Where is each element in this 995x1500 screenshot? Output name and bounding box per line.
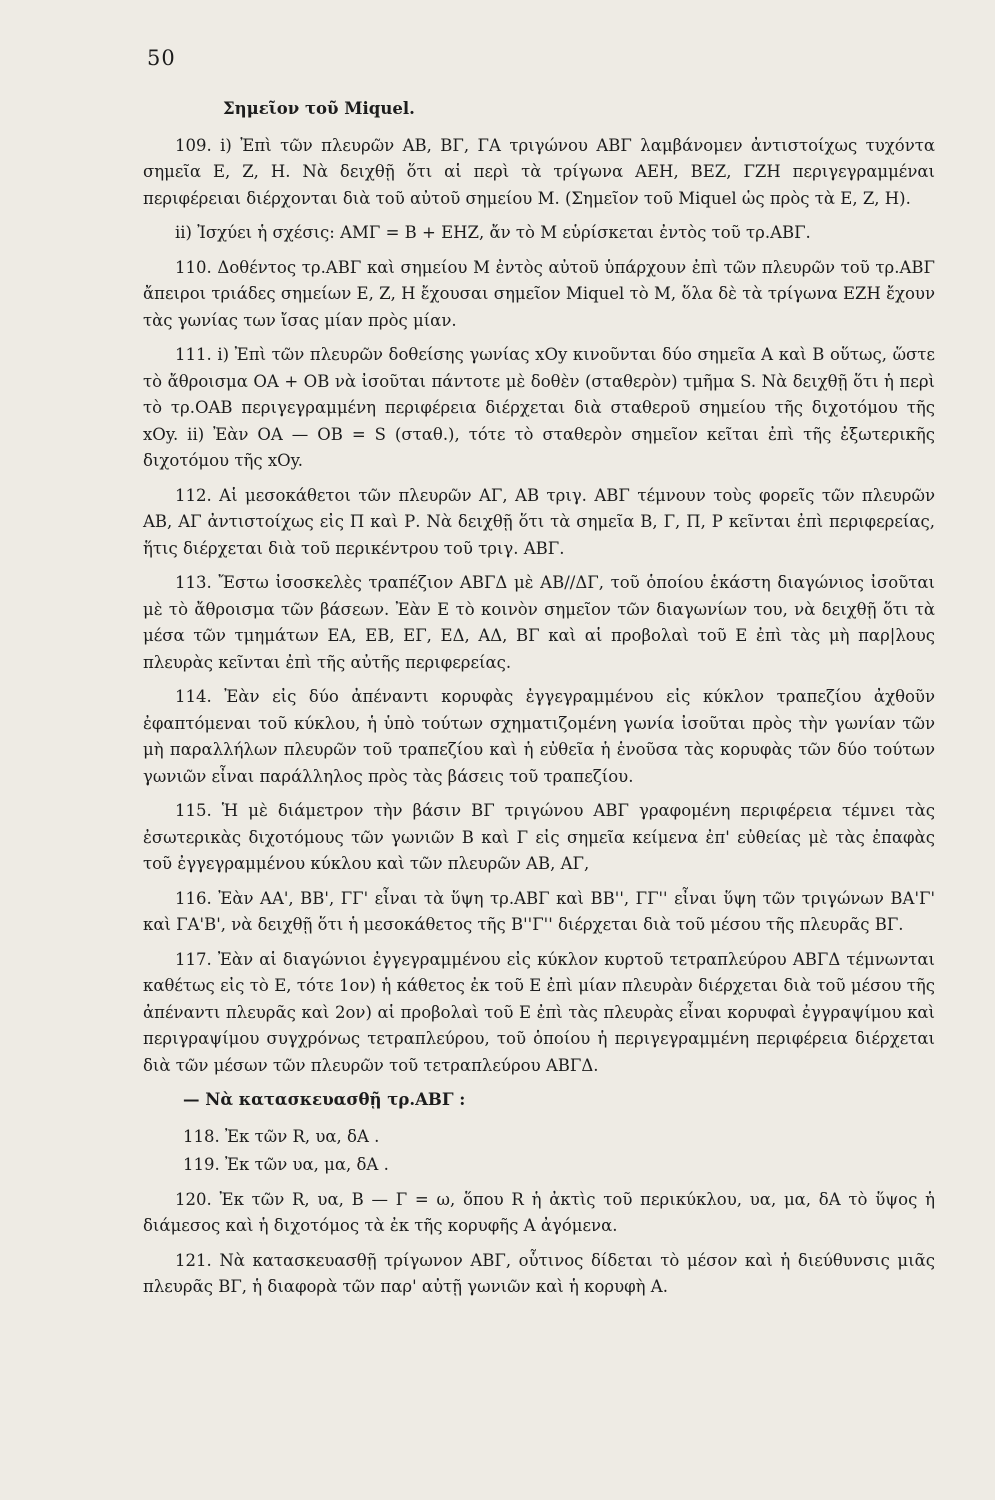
exercise-111: 111. i) Ἐπὶ τῶν πλευρῶν δοθείσης γωνίας xOy κινοῦνται δύο σημεῖα Α καὶ Β οὕτως, ὥστε τὸ ἄθροισμα ΟΑ + ΟΒ νὰ ἰσοῦται πάντοτε μὲ δοθὲν (σταθερὸν) τμῆμα S. Νὰ δειχθῇ ὅτι ἡ περὶ τὸ τρ.ΟΑΒ περιγεγραμμένη περιφέρεια διέρχεται διὰ σταθεροῦ σημείου τῆς διχοτόμου τῆς xOy. ii) Ἐὰν ΟΑ — ΟΒ = S (σταθ.), τότε τὸ σταθερὸν σημεῖον κεῖται ἐπὶ τῆς ἐξωτερικῆς διχοτόμου τῆς xOy. xyxy=(143,345,935,470)
exercise-110: 110. Δοθέντος τρ.ΑΒΓ καὶ σημείου Μ ἐντὸς αὐτοῦ ὑπάρχουν ἐπὶ τῶν πλευρῶν τοῦ τρ.ΑΒΓ ἄπειροι τριάδες σημείων Ε, Ζ, Η ἔχουσαι σημεῖον Miquel τὸ Μ, ὅλα δὲ τὰ τρίγωνα ΕΖΗ ἔχουν τὰς γωνίας των ἴσας μίαν πρὸς μίαν. xyxy=(143,257,935,330)
exercise-117: 117. Ἐὰν αἱ διαγώνιοι ἐγγεγραμμένου εἰς κύκλον κυρτοῦ τετραπλεύρου ΑΒΓΔ τέμνωνται καθέτως εἰς τὸ Ε, τότε 1ον) ἡ κάθετος ἐκ τοῦ Ε ἐπὶ μίαν πλευρὰν διέρχεται διὰ τοῦ μέσου τῆς ἀπέναντι πλευρᾶς καὶ 2ον) αἱ προβολαὶ τοῦ Ε ἐπὶ τὰς πλευρὰς εἶναι κορυφαὶ ἐγγραψίμου καὶ περιγραψίμου συγχρόνως τετραπλεύρου, τοῦ ὁποίου ἡ περιγεγραμμένη περιφέρεια διέρχεται διὰ τῶν μέσων τῶν πλευρῶν τοῦ τετραπλεύρου ΑΒΓΔ. xyxy=(143,949,935,1075)
exercise-109: 109. i) Ἐπὶ τῶν πλευρῶν ΑΒ, ΒΓ, ΓΑ τριγώνου ΑΒΓ λαμβάνομεν ἀντιστοίχως τυχόντα σημεῖα Ε, Ζ, Η. Νὰ δειχθῇ ὅτι αἱ περὶ τὰ τρίγωνα ΑΕΗ, ΒΕΖ, ΓΖΗ περιγεγραμμέναι περιφέρειαι διέρχονται διὰ τοῦ αὐτοῦ σημείου Μ. (Σημεῖον τοῦ Miquel ὡς πρὸς τὰ Ε, Ζ, Η). xyxy=(143,135,935,208)
exercise-112: 112. Αἱ μεσοκάθετοι τῶν πλευρῶν ΑΓ, ΑΒ τριγ. ΑΒΓ τέμνουν τοὺς φορεῖς τῶν πλευρῶν ΑΒ, ΑΓ ἀντιστοίχως εἰς Π καὶ Ρ. Νὰ δειχθῇ ὅτι τὰ σημεῖα Β, Γ, Π, Ρ κεῖνται ἐπὶ περιφερείας, ἥτις διέρχεται διὰ τοῦ περικέντρου τοῦ τριγ. ΑΒΓ. xyxy=(143,485,935,558)
exercise-121: 121. Νὰ κατασκευασθῇ τρίγωνον ΑΒΓ, οὗτινος δίδεται τὸ μέσον καὶ ἡ διεύθυνσις μιᾶς πλευρᾶς ΒΓ, ἡ διαφορὰ τῶν παρ' αὐτῇ γωνιῶν καὶ ἡ κορυφὴ Α. xyxy=(143,1250,935,1296)
exercise-116: 116. Ἐὰν ΑΑ', ΒΒ', ΓΓ' εἶναι τὰ ὕψη τρ.ΑΒΓ καὶ ΒΒ'', ΓΓ'' εἶναι ὕψη τῶν τριγώνων ΒΑ'Γ' καὶ ΓΑ'Β', νὰ δειχθῇ ὅτι ἡ μεσοκάθετος τῆς Β''Γ'' διέρχεται διὰ τοῦ μέσου τῆς πλευρᾶς ΒΓ. xyxy=(143,888,935,934)
construction-heading: — Νὰ κατασκευασθῇ τρ.ΑΒΓ : xyxy=(183,1090,466,1109)
exercise-120: 120. Ἐκ τῶν R, υα, Β — Γ = ω, ὅπου R ἡ ἀκτὶς τοῦ περικύκλου, υα, μα, δΑ τὸ ὕψος ἡ διάμεσος καὶ ἡ διχοτόμος τὰ ἐκ τῆς κορυφῆς Α ἀγόμενα. xyxy=(143,1189,935,1235)
page-text xyxy=(143,96,935,1309)
exercise-113: 113. Ἔστω ἰσοσκελὲς τραπέζιον ΑΒΓΔ μὲ ΑΒ//ΔΓ, τοῦ ὁποίου ἑκάστη διαγώνιος ἰσοῦται μὲ τὸ ἄθροισμα τῶν βάσεων. Ἐὰν Ε τὸ κοινὸν σημεῖον τῶν διαγωνίων του, νὰ δειχθῇ ὅτι τὰ μέσα τῶν τμημάτων ΕΑ, ΕΒ, ΕΓ, ΕΔ, ΑΔ, ΒΓ καὶ αἱ προβολαὶ τοῦ Ε ἐπὶ τὰς μὴ παρ|λους πλευρὰς κεῖνται ἐπὶ τῆς αὐτῆς περιφερείας. xyxy=(143,573,935,672)
section-heading: Σημεῖον τοῦ Miquel. xyxy=(223,99,415,118)
page-number: 50 xyxy=(147,46,176,70)
exercise-115: 115. Ἡ μὲ διάμετρον τὴν βάσιν ΒΓ τριγώνου ΑΒΓ γραφομένη περιφέρεια τέμνει τὰς ἐσωτερικὰς διχοτόμους τῶν γωνιῶν Β καὶ Γ εἰς σημεῖα κείμενα ἐπ' εὐθείας μὲ τὰς ἐπαφὰς τοῦ ἐγγεγραμμένου κύκλου καὶ τῶν πλευρῶν ΑΒ, ΑΓ, xyxy=(143,801,935,873)
exercise-114: 114. Ἐὰν εἰς δύο ἀπέναντι κορυφὰς ἐγγεγραμμένου εἰς κύκλον τραπεζίου ἀχθοῦν ἐφαπτόμεναι τοῦ κύκλου, ἡ ὑπὸ τούτων σχηματιζομένη γωνία ἰσοῦται πρὸς τὴν γωνίαν τῶν μὴ παραλλήλων πλευρῶν τοῦ τραπεζίου καὶ ἡ εὐθεῖα ἡ ἑνοῦσα τὰς κορυφὰς τῶν δύο τούτων γωνιῶν εἶναι παράλληλος πρὸς τὰς βάσεις τοῦ τραπεζίου. xyxy=(143,687,935,786)
exercise-119: 119. Ἐκ τῶν υα, μα, δΑ . xyxy=(183,1155,389,1174)
exercise-109-ii: ii) Ἰσχύει ἡ σχέσις: ΑΜΓ = Β + ΕΗΖ, ἄν τὸ Μ εὑρίσκεται ἐντὸς τοῦ τρ.ΑΒΓ. xyxy=(175,223,811,242)
exercise-118: 118. Ἐκ τῶν R, υα, δΑ . xyxy=(183,1126,380,1146)
